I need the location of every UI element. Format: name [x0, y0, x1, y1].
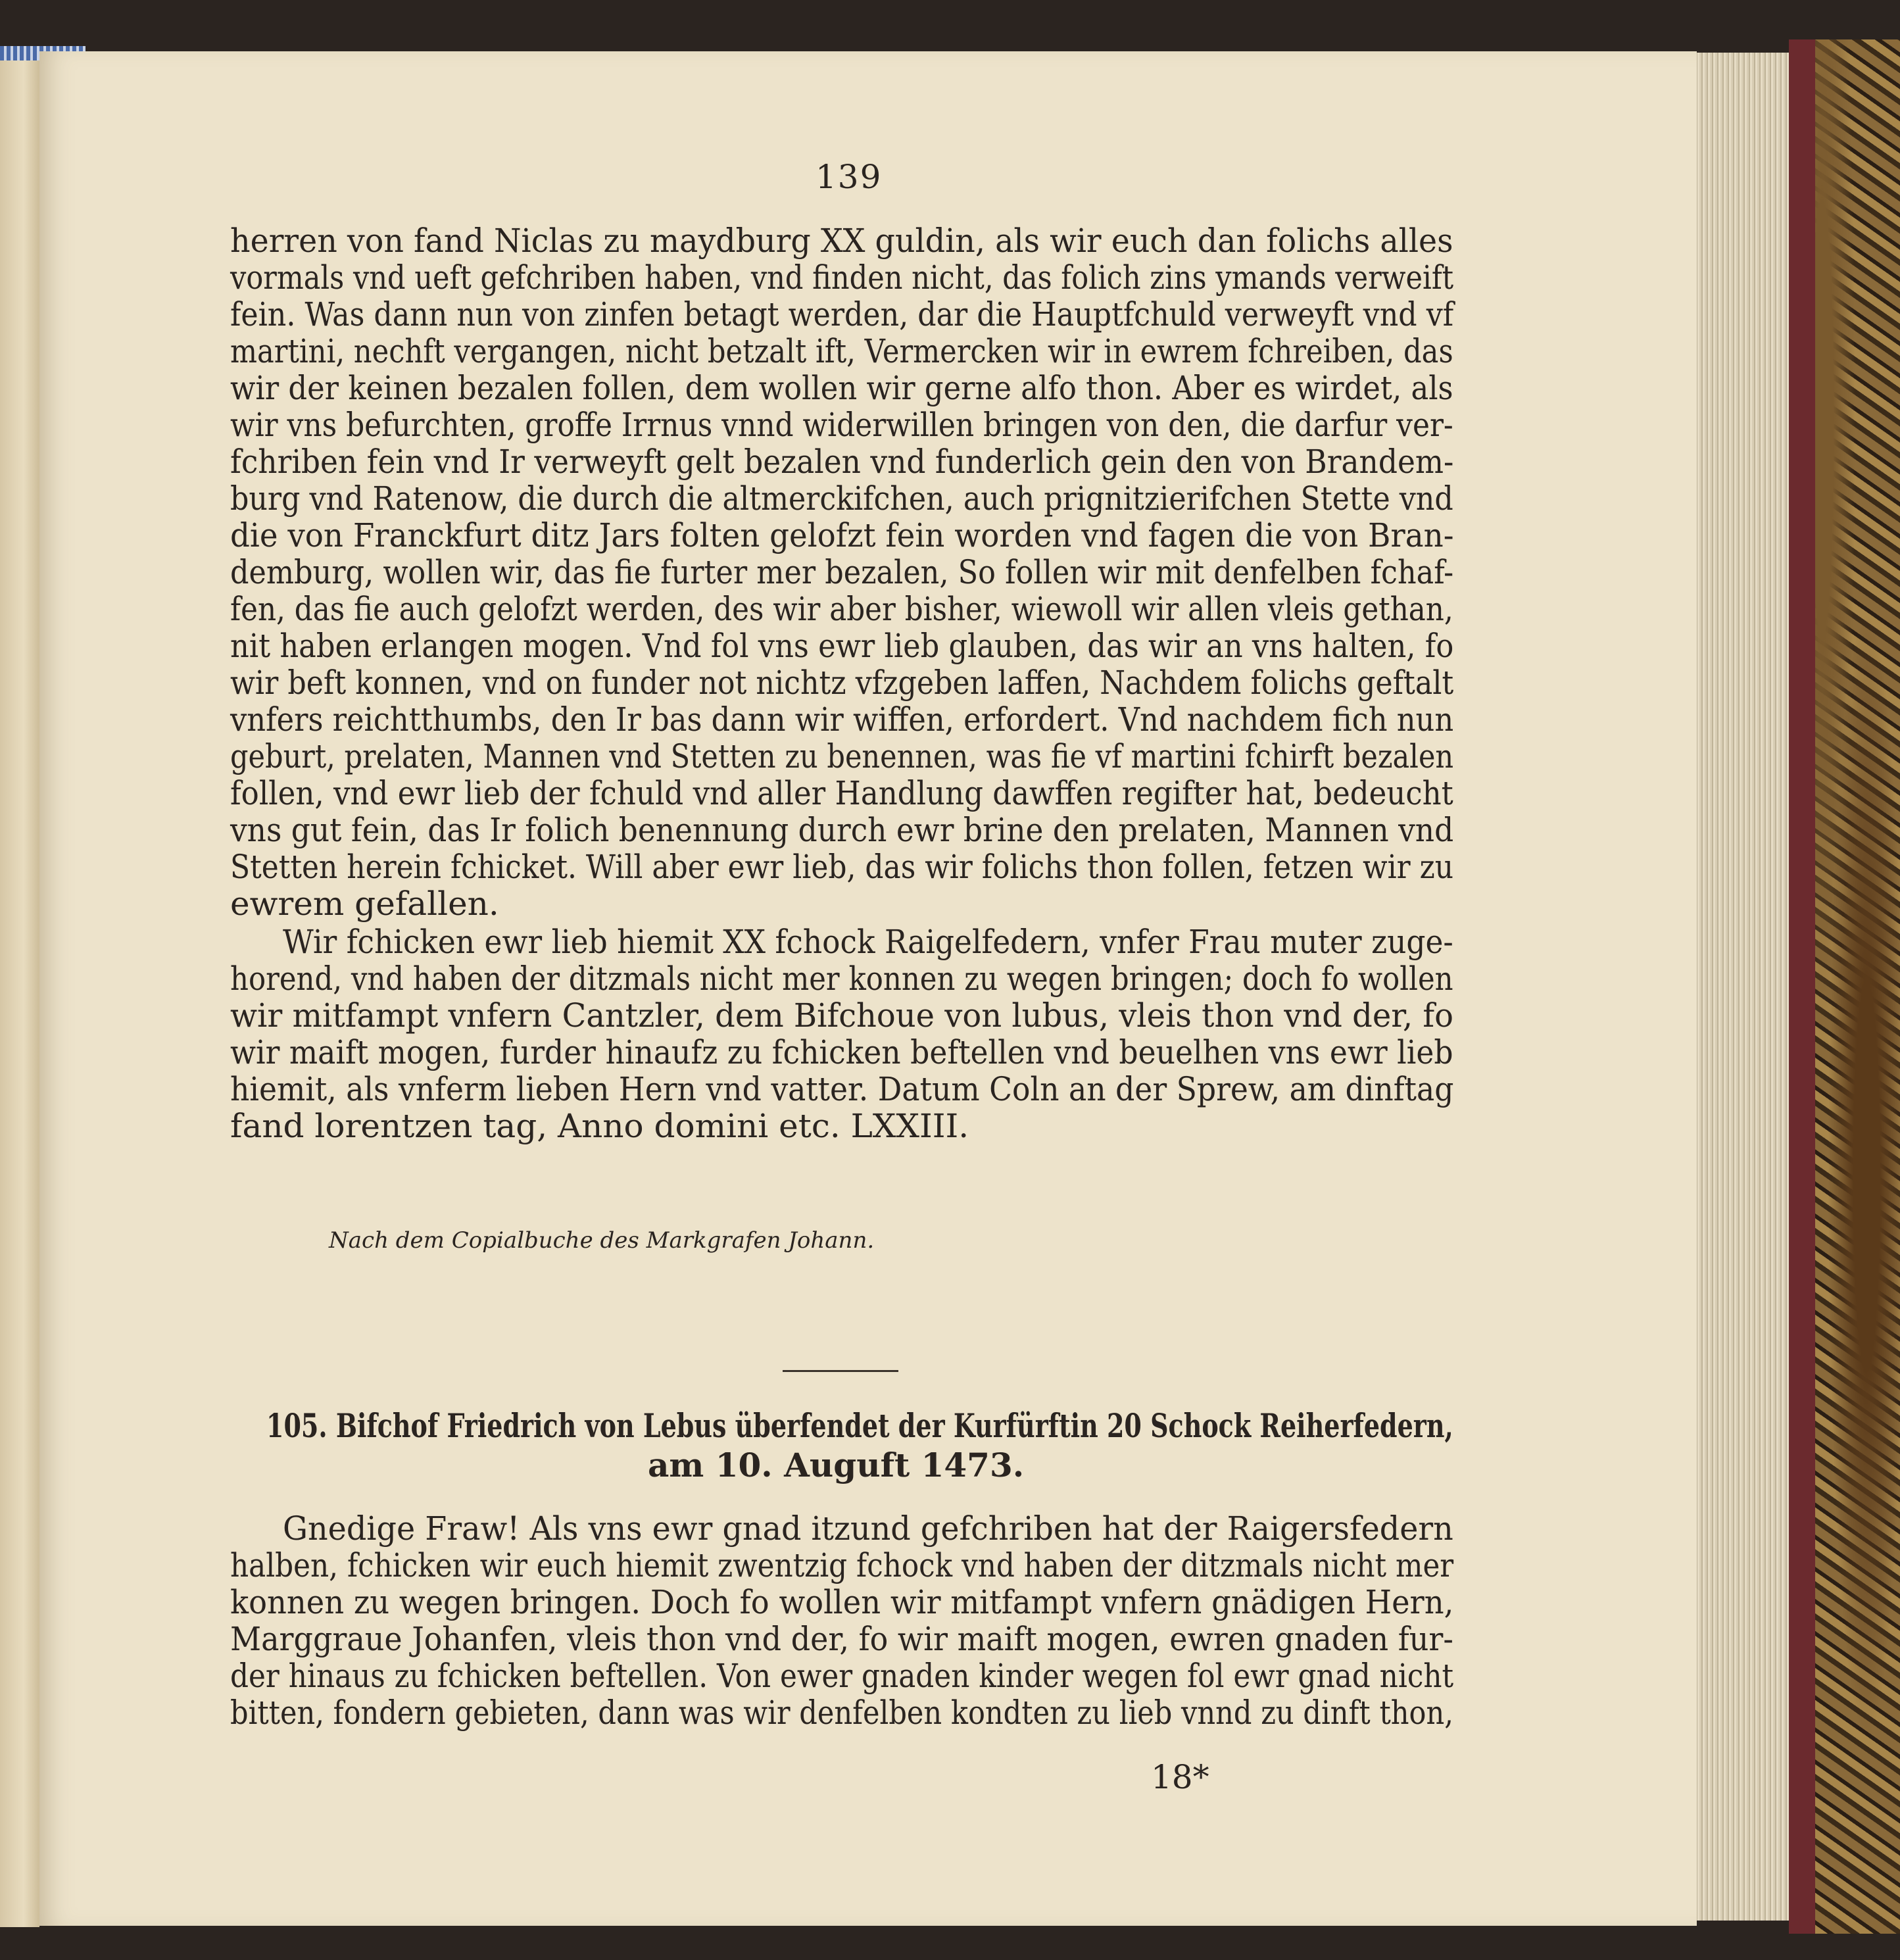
- left-page-edge: [0, 46, 39, 1927]
- letter-line: bitten, fondern gebieten, dann was wir denfelben kondten zu lieb vnnd zu dinft thon,: [230, 1694, 1453, 1732]
- page-number: 139: [816, 158, 883, 196]
- body-line: martini, nechft vergangen, nicht betzalt ift, Vermercken wir in ewrem fchreiben, das: [230, 332, 1453, 370]
- page-text: [39, 51, 1697, 1926]
- body-line: horend, vnd haben der ditzmals nicht mer konnen zu wegen bringen; doch fo wollen: [230, 960, 1453, 998]
- body-line: nit haben erlangen mogen. Vnd fol vns ewr lieb glauben, das wir an vns halten, fo: [230, 627, 1454, 665]
- book-page: [39, 51, 1697, 1926]
- body-line: burg vnd Ratenow, die durch die altmerckifchen, auch prignitzierifchen Stette vnd: [230, 479, 1453, 518]
- body-line: wir maift mogen, furder hinaufz zu fchicken beftellen vnd beuelhen vns ewr lieb: [230, 1033, 1453, 1071]
- body-line: follen, vnd ewr lieb der fchuld vnd aller Handlung dawffen regifter hat, bedeucht: [230, 774, 1453, 812]
- body-line: herren von fand Niclas zu maydburg XX guldin, als wir euch dan folichs alles: [230, 222, 1453, 260]
- body-line: hiemit, als vnferm lieben Hern vnd vatter. Datum Coln an der Sprew, am dinftag: [230, 1070, 1454, 1108]
- body-line: die von Franckfurt ditz Jars folten gelofzt fein worden vnd fagen die von Bran-: [230, 516, 1454, 554]
- signature-mark: 18*: [1151, 1758, 1209, 1796]
- body-line: fen, das fie auch gelofzt werden, des wir aber bisher, wiewoll wir allen vleis gethan,: [230, 590, 1453, 628]
- cover-binding-edge: [1789, 39, 1815, 1934]
- body-line: geburt, prelaten, Mannen vnd Stetten zu benennen, was fie vf martini fchirft bezalen: [230, 737, 1454, 775]
- letter-line: halben, fchicken wir euch hiemit zwentzig fchock vnd haben der ditzmals nicht mer: [230, 1546, 1454, 1584]
- body-line: wir beft konnen, vnd on funder not nichtz vfzgeben laffen, Nachdem folichs geftalt: [230, 664, 1454, 702]
- body-line: fchriben fein vnd Ir verweyft gelt bezalen vnd funderlich gein den von Brandem-: [230, 443, 1454, 481]
- body-line: fein. Was dann nun von zinfen betagt werden, dar die Hauptfchuld verweyft vnd vf: [230, 295, 1454, 333]
- section-separator: [783, 1370, 898, 1372]
- body-line: vnfers reichtthumbs, den Ir bas dann wir wiffen, erfordert. Vnd nachdem fich nun: [230, 700, 1454, 739]
- body-line: fand lorentzen tag, Anno domini etc. LXXIII.: [230, 1107, 969, 1145]
- letter-line: konnen zu wegen bringen. Doch fo wollen wir mitfampt vnfern gnädigen Hern,: [230, 1583, 1454, 1621]
- body-line: ewrem gefallen.: [230, 885, 499, 923]
- page-stack: [1684, 53, 1789, 1921]
- body-line: Stetten herein fchicket. Will aber ewr lieb, das wir folichs thon follen, fetzen wir zu: [230, 848, 1454, 886]
- body-line: demburg, wollen wir, das fie furter mer bezalen, So follen wir mit denfelben fchaf-: [230, 553, 1454, 591]
- body-line: vns gut fein, das Ir folich benennung durch ewr brine den prelaten, Mannen vnd: [230, 811, 1454, 849]
- body-line: vormals vnd ueft gefchriben haben, vnd finden nicht, das folich zins ymands verweift: [230, 258, 1454, 297]
- body-line: wir vns befurchten, groffe Irrnus vnnd widerwillen bringen von den, die darfur ver-: [230, 406, 1453, 444]
- source-note: Nach dem Copialbuche des Markgrafen Johann.: [329, 1227, 875, 1254]
- document-title: Bifchof Friedrich von Lebus überfendet der Kurfürftin 20 Schock Reiherfedern,: [335, 1406, 1453, 1445]
- body-line: Wir fchicken ewr lieb hiemit XX fchock Raigelfedern, vnfer Frau muter zuge-: [283, 923, 1453, 961]
- letter-line: Marggraue Johanfen, vleis thon vnd der, fo wir maift mogen, ewren gnaden fur-: [230, 1620, 1453, 1658]
- letter-line: Gnedige Fraw! Als vns ewr gnad itzund gefchriben hat der Raigersfedern: [283, 1509, 1453, 1548]
- document-date: am 10. Auguft 1473.: [648, 1446, 1025, 1484]
- document-heading-line-1: [266, 1406, 1453, 1445]
- body-line: wir mitfampt vnfern Cantzler, dem Bifchoue von lubus, vleis thon vnd der, fo: [230, 996, 1453, 1035]
- body-line: wir der keinen bezalen follen, dem wollen wir gerne alfo thon. Aber es wirdet, als: [230, 369, 1453, 407]
- letter-line: der hinaus zu fchicken beftellen. Von ewer gnaden kinder wegen fol ewr gnad nicht: [230, 1657, 1454, 1695]
- document-number: 105.: [266, 1406, 328, 1445]
